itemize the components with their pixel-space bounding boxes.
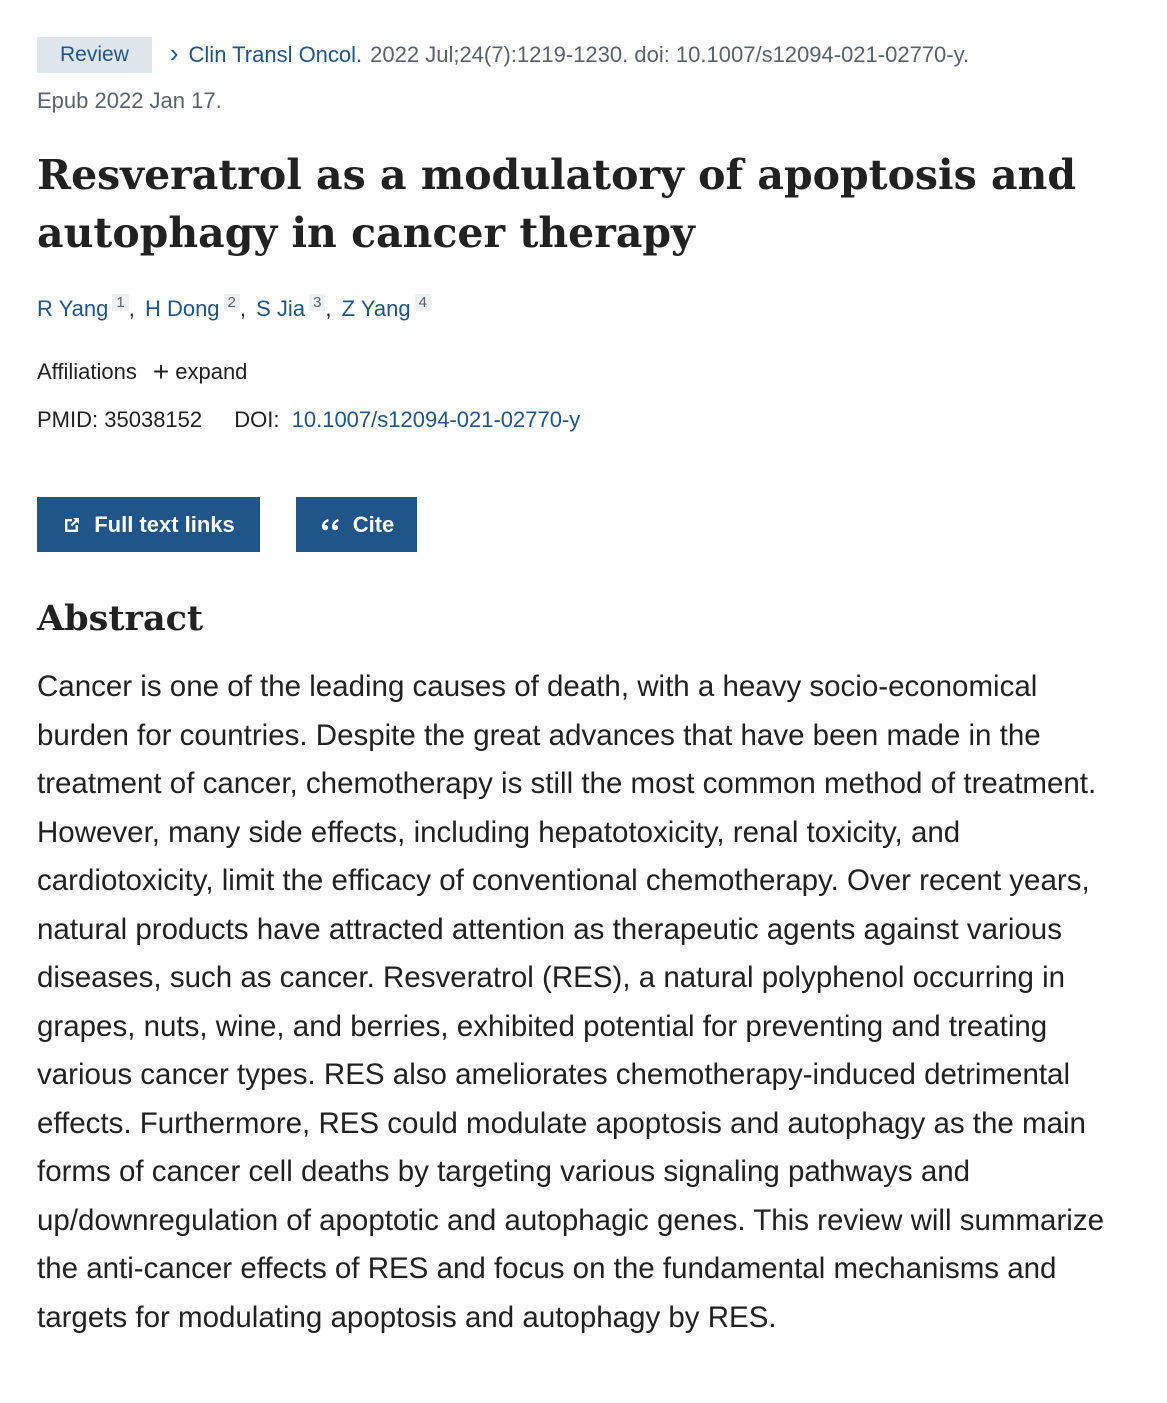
author-separator: ,	[128, 296, 135, 321]
doi-label: DOI:	[234, 407, 280, 432]
author-item	[37, 296, 139, 321]
author-affiliation-number[interactable]: 2	[224, 294, 240, 311]
author-affiliation-number[interactable]: 4	[415, 294, 431, 311]
expand-label: expand	[175, 359, 248, 384]
article-title: Resveratrol as a modulatory of apoptosis and autophagy in cancer therapy	[37, 151, 1076, 257]
author-name[interactable]: R Yang	[37, 296, 109, 321]
journal-name[interactable]: Clin Transl Oncol.	[188, 42, 363, 67]
article-meta-line	[37, 37, 969, 73]
author-separator: ,	[239, 296, 247, 321]
author-name[interactable]: Z Yang	[341, 296, 411, 321]
abstract-heading: Abstract	[37, 598, 204, 639]
abstract-text: Cancer is one of the leading causes of death, with a heavy socio-economical burden for countries. Despite the great advances that have been made in the treatment of cancer, chemotherapy is still the most common method of treatment. However, many side effects, including hepatotoxicity, renal toxicity, and cardiotoxicity, limit the efficacy of conventional chemotherapy. Over recent years, natural products have attracted attention as therapeutic agents against various diseases, such as cancer. Resveratrol (RES), a natural polyphenol occurring in grapes, nuts, wine, and berries, exhibited potential for preventing and treating various cancer types. RES also ameliorates chemotherapy-induced detrimental effects. Furthermore, RES could modulate apoptosis and autophagy as the main forms of cancer cell deaths by targeting various signaling pathways and up/downregulation of apoptotic and autophagic genes. This review will summarize the anti-cancer effects of RES and focus on the fundamental mechanisms and targets for modulating apoptosis and autophagy by RES.	[37, 670, 1104, 1334]
affiliations-row	[37, 358, 247, 386]
authors-list	[37, 296, 431, 322]
pmid-value: 35038152	[104, 407, 203, 432]
journal-link[interactable]	[169, 37, 363, 71]
cite-label: Cite	[352, 511, 395, 537]
author-item	[342, 296, 431, 321]
author-name[interactable]: H Dong	[144, 296, 220, 321]
journal-citation: 2022 Jul;24(7):1219-1230. doi: 10.1007/s12094-021-02770-y.	[370, 42, 970, 67]
quote-icon	[319, 516, 341, 534]
affiliations-expand-button[interactable]	[153, 358, 248, 386]
pmid-label: PMID:	[37, 407, 99, 432]
author-affiliation-number[interactable]: 3	[309, 294, 325, 311]
author-item	[145, 296, 250, 321]
plus-icon: +	[152, 356, 170, 387]
cite-button[interactable]	[296, 497, 417, 552]
article-type-badge: Review	[37, 37, 152, 73]
article-identifiers	[37, 407, 580, 433]
affiliations-label: Affiliations	[37, 359, 137, 384]
author-separator: ,	[325, 296, 332, 321]
author-name[interactable]: S Jia	[256, 296, 306, 321]
external-link-icon	[62, 515, 82, 535]
full-text-links-label: Full text links	[94, 511, 235, 537]
author-item	[256, 296, 335, 321]
chevron-right-icon: ›	[169, 37, 179, 68]
author-affiliation-number[interactable]: 1	[112, 294, 128, 311]
doi-link[interactable]: 10.1007/s12094-021-02770-y	[291, 407, 581, 432]
full-text-links-button[interactable]	[37, 497, 260, 552]
epub-date: Epub 2022 Jan 17.	[37, 88, 222, 113]
